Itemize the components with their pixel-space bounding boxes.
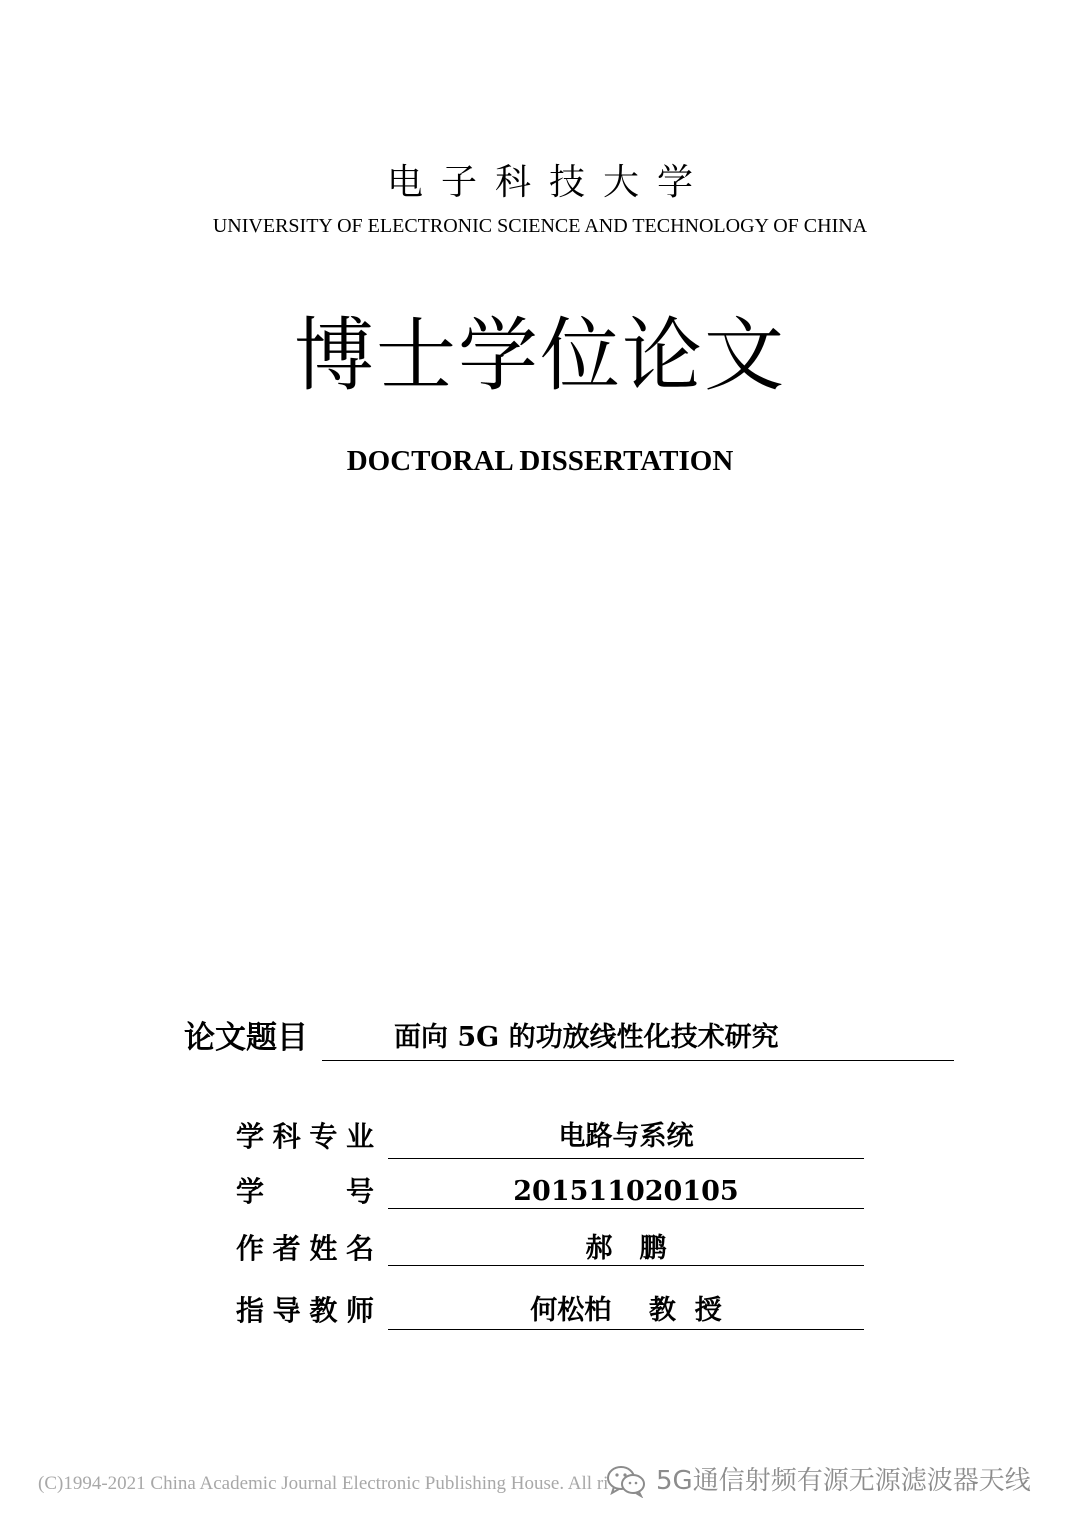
major-label-char: 业 xyxy=(345,1120,374,1153)
author-label xyxy=(236,1229,374,1269)
advisor-label-char: 导 xyxy=(272,1294,301,1327)
author-underline xyxy=(388,1265,864,1266)
advisor-value: 何松柏 教 授 xyxy=(530,1295,722,1326)
wechat-icon xyxy=(606,1464,646,1498)
major-label xyxy=(236,1117,374,1157)
student-id-value: 201511020105 xyxy=(513,1176,739,1207)
author-label-char: 名 xyxy=(345,1232,374,1265)
major-label-char: 学 xyxy=(236,1120,265,1153)
major-label-char: 科 xyxy=(272,1120,301,1153)
author-label-char: 作 xyxy=(236,1232,265,1265)
university-name-en: UNIVERSITY OF ELECTRONIC SCIENCE AND TECHNOLOGY OF CHINA xyxy=(212,215,868,237)
author-label-char: 者 xyxy=(272,1232,301,1265)
watermark-text: 5G通信射频有源无源滤波器天线 xyxy=(656,1466,1031,1496)
student-id-label xyxy=(236,1172,374,1212)
advisor-label-char: 师 xyxy=(345,1294,374,1327)
thesis-title-label: 论文题目 xyxy=(184,1020,308,1056)
major-value: 电路与系统 xyxy=(558,1121,694,1152)
major-underline xyxy=(388,1158,864,1159)
copyright-notice: (C)1994-2021 China Academic Journal Electronic Publishing House. All ri xyxy=(38,1473,609,1494)
author-value: 郝 鹏 xyxy=(585,1233,667,1264)
advisor-label-char: 指 xyxy=(236,1294,265,1327)
thesis-title-underline xyxy=(322,1060,954,1061)
advisor-label-char: 教 xyxy=(309,1294,338,1327)
degree-title-cn: 博士学位论文 xyxy=(294,309,786,402)
major-label-char: 专 xyxy=(309,1120,338,1153)
advisor-underline xyxy=(388,1329,864,1330)
degree-title-en: DOCTORAL DISSERTATION xyxy=(346,445,734,477)
student-id-underline xyxy=(388,1208,864,1209)
author-label-char: 姓 xyxy=(309,1232,338,1265)
advisor-label xyxy=(236,1291,374,1331)
student-id-label-char: 学 xyxy=(236,1175,265,1208)
university-name-cn: 电子科技大学 xyxy=(386,162,711,203)
source-watermark xyxy=(606,1463,1031,1499)
student-id-label-char: 号 xyxy=(345,1175,374,1208)
thesis-title-value: 面向 5G 的功放线性化技术研究 xyxy=(394,1022,779,1053)
